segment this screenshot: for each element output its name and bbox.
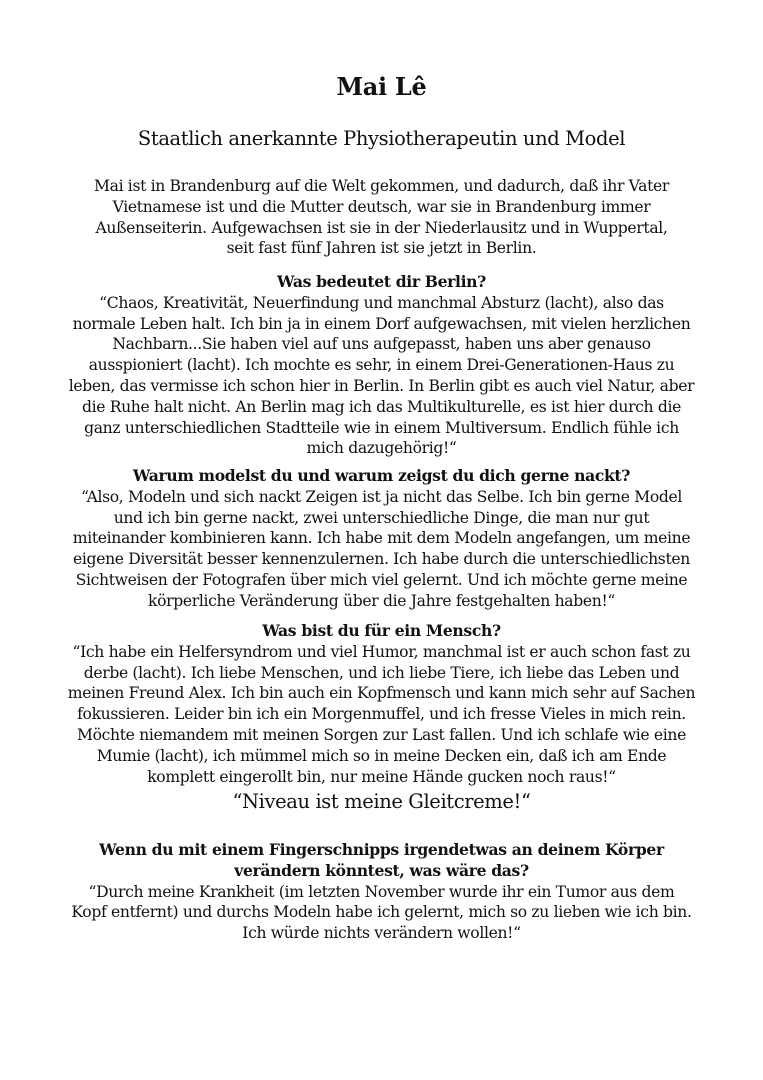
page-title: Mai Lê [336,72,427,101]
section-question: Wenn du mit einem Fingerschnipps irgendetwas an deinem Körper verändern könntest, was wäre das? [99,840,664,880]
interview-section-modeling [66,466,697,612]
pull-quote: “Niveau ist meine Gleitcreme!“ [232,790,531,813]
interview-section-personality [66,621,697,787]
intro-paragraph [90,176,673,259]
section-question: Warum modelst du und warum zeigst du dich gerne nackt? [132,466,631,485]
interview-section-berlin [66,272,697,459]
page-subtitle: Staatlich anerkannte Physiotherapeutin und Model [137,127,626,150]
section-question: Was bedeutet dir Berlin? [277,272,486,291]
section-answer: “Chaos, Kreativität, Neuerfindung und manchmal Absturz (lacht), also das normale Leben halt. Ich bin ja in einem Dorf aufgewachsen, mit vielen herzlichen Nachbarn...Sie haben viel auf uns aufgepasst, haben uns aber genauso ausspioniert (lacht). Ich mochte es sehr, in einem Drei-Generationen-Haus zu leben, das vermisse ich schon hier in Berlin. In Berlin gibt es auch viel Natur, aber die Ruhe halt nicht. An Berlin mag ich das Multikulturelle, es ist hier durch die ganz unterschiedlichen Stadtteile wie in einem Multiversum. Endlich fühle ich mich dazugehörig!“ [68,293,695,458]
section-answer: “Durch meine Krankheit (im letzten November wurde ihr ein Tumor aus dem Kopf entfernt) und durchs Modeln habe ich gelernt, mich so zu lieben wie ich bin. Ich würde nichts verändern wollen!“ [71,882,692,943]
section-question: Was bist du für ein Mensch? [262,621,501,640]
section-answer: “Also, Modeln und sich nackt Zeigen ist ja nicht das Selbe. Ich bin gerne Model und ich bin gerne nackt, zwei unterschiedliche Dinge, die man nur gut miteinander kombinieren kann. Ich habe mit dem Modeln angefangen, um meine eigene Diversität besser kennenzulernen. Ich habe durch die unterschiedlichsten Sichtweisen der Fotografen über mich viel gelernt. Und ich möchte gerne meine körperliche Veränderung über die Jahre festgehalten haben!“ [72,487,691,610]
section-answer: “Ich habe ein Helfersyndrom und viel Humor, manchmal ist er auch schon fast zu derbe (lacht). Ich liebe Menschen, und ich liebe Tiere, ich liebe das Leben und meinen Freund Alex. Ich bin auch ein Kopfmensch und kann mich sehr auf Sachen fokussieren. Leider bin ich ein Morgenmuffel, und ich fresse Vieles in mich rein. Möchte niemandem mit meinen Sorgen zur Last fallen. Und ich schlafe wie eine Mumie (lacht), ich mümmel mich so in meine Decken ein, daß ich am Ende komplett eingerollt bin, nur meine Hände gucken noch raus!“ [67,642,696,786]
interview-section-body-change [70,840,693,944]
intro-text: Mai ist in Brandenburg auf die Welt gekommen, und dadurch, daß ihr Vater Vietnamese ist und die Mutter deutsch, war sie in Brandenburg immer Außenseiterin. Aufgewachsen ist sie in der Niederlausitz und in Wuppertal, seit fast fünf Jahren ist sie jetzt in Berlin. [94,177,669,258]
